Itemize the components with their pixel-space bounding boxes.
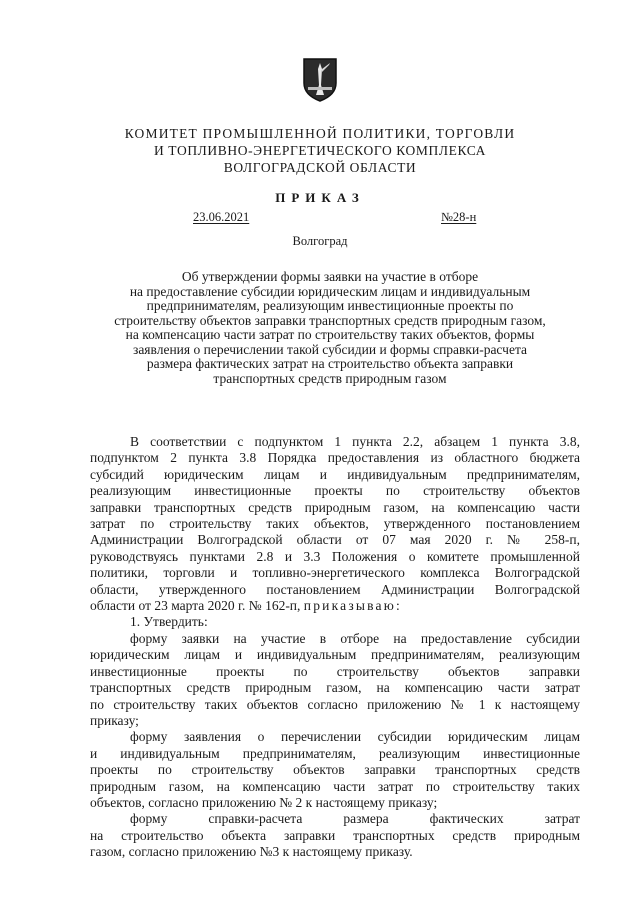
order-keyword: приказываю:	[303, 598, 402, 614]
body-line: форму заявления о перечислении субсидии юридическим лицам	[130, 729, 580, 745]
body-line: и индивидуальным предпринимателям, реализующим инвестиционные	[90, 745, 580, 761]
subject-line: строительству объектов заправки транспортных средств природным газом,	[114, 312, 546, 328]
body-line: проекты по строительству объектов заправки транспортных средств	[90, 762, 580, 778]
body-line: приказу;	[90, 712, 139, 728]
document-subject	[80, 270, 580, 386]
volgograd-coat-of-arms-icon	[300, 55, 340, 103]
body-line: подпунктом 2 пункта 3.8 Порядка предоставления из областного бюджета	[90, 450, 580, 466]
body-line: инвестиционные проекты по строительству объектов заправки	[90, 663, 580, 679]
subject-line: заявления о перечислении такой субсидии и формы справки-расчета	[132, 341, 527, 357]
body-line: заправки транспортных средств природным газом, на компенсацию части	[90, 499, 580, 515]
subject-line: на компенсацию части затрат по строительству таких объектов, формы	[125, 327, 535, 342]
document-body	[90, 434, 580, 861]
org-name-line-1: КОМИТЕТ ПРОМЫШЛЕННОЙ ПОЛИТИКИ, ТОРГОВЛИ	[124, 126, 516, 141]
body-line: транспортных средств природным газом, на компенсацию части затрат	[90, 680, 580, 696]
document-date: 23.06.2021	[193, 210, 250, 224]
subject-line: на предоставление субсидии юридическим лицам и индивидуальным	[129, 283, 531, 299]
subject-line: Об утверждении формы заявки на участие в отборе	[181, 269, 479, 284]
body-line: форму заявки на участие в отборе на предоставление субсидии	[130, 630, 580, 646]
org-name-line-2: И ТОПЛИВНО-ЭНЕРГЕТИЧЕСКОГО КОМПЛЕКСА	[153, 143, 486, 158]
subject-line: предпринимателям, реализующим инвестиционные проекты по	[146, 298, 514, 313]
body-line: руководствуясь пунктами 2.8 и 3.3 Положения о комитете промышленной	[90, 548, 580, 564]
body-text: области от 23 марта 2020 г. № 162-п,	[90, 598, 301, 614]
body-line: газом, согласно приложению №3 к настоящему приказу.	[90, 844, 413, 860]
body-line: 1. Утвердить:	[130, 614, 208, 630]
body-line	[90, 598, 580, 614]
body-line: объектов, согласно приложению № 2 к настоящему приказу;	[90, 794, 438, 810]
org-name-line-3: ВОЛГОГРАДСКОЙ ОБЛАСТИ	[223, 160, 417, 175]
subject-line: размера фактических затрат на строительство объекта заправки	[146, 356, 514, 371]
body-line: области, утвержденного постановлением Администрации Волгоградской	[90, 581, 580, 597]
body-line: затрат по строительству таких объектов, утвержденного постановлением	[90, 516, 580, 532]
subject-line: транспортных средств природным газом	[213, 370, 447, 386]
body-line: форму справки-расчета размера фактических затрат	[130, 811, 580, 827]
body-line: юридическим лицам и индивидуальным предпринимателям, реализующим	[90, 647, 580, 663]
document-city: Волгоград	[292, 234, 348, 248]
body-line: Администрации Волгоградской области от 07 мая 2020 г. № 258-п,	[90, 532, 580, 548]
body-line: на строительство объекта заправки транспортных средств природным	[90, 827, 580, 843]
body-line: природным газом, на компенсацию части затрат по строительству таких	[90, 778, 580, 794]
document-number: №28-н	[441, 210, 477, 224]
body-line: по строительству таких объектов согласно приложению № 1 к настоящему	[90, 696, 580, 712]
body-line: реализующим инвестиционные проекты по строительству объектов	[90, 483, 580, 499]
body-line: субсидий юридическим лицам и индивидуальным предпринимателям,	[90, 466, 580, 482]
body-line: В соответствии с подпунктом 1 пункта 2.2, абзацем 1 пункта 3.8,	[130, 434, 580, 449]
document-type-title: ПРИКАЗ	[275, 190, 365, 205]
body-line: политики, торговли и топливно-энергетического комплекса Волгоградской	[90, 565, 580, 581]
